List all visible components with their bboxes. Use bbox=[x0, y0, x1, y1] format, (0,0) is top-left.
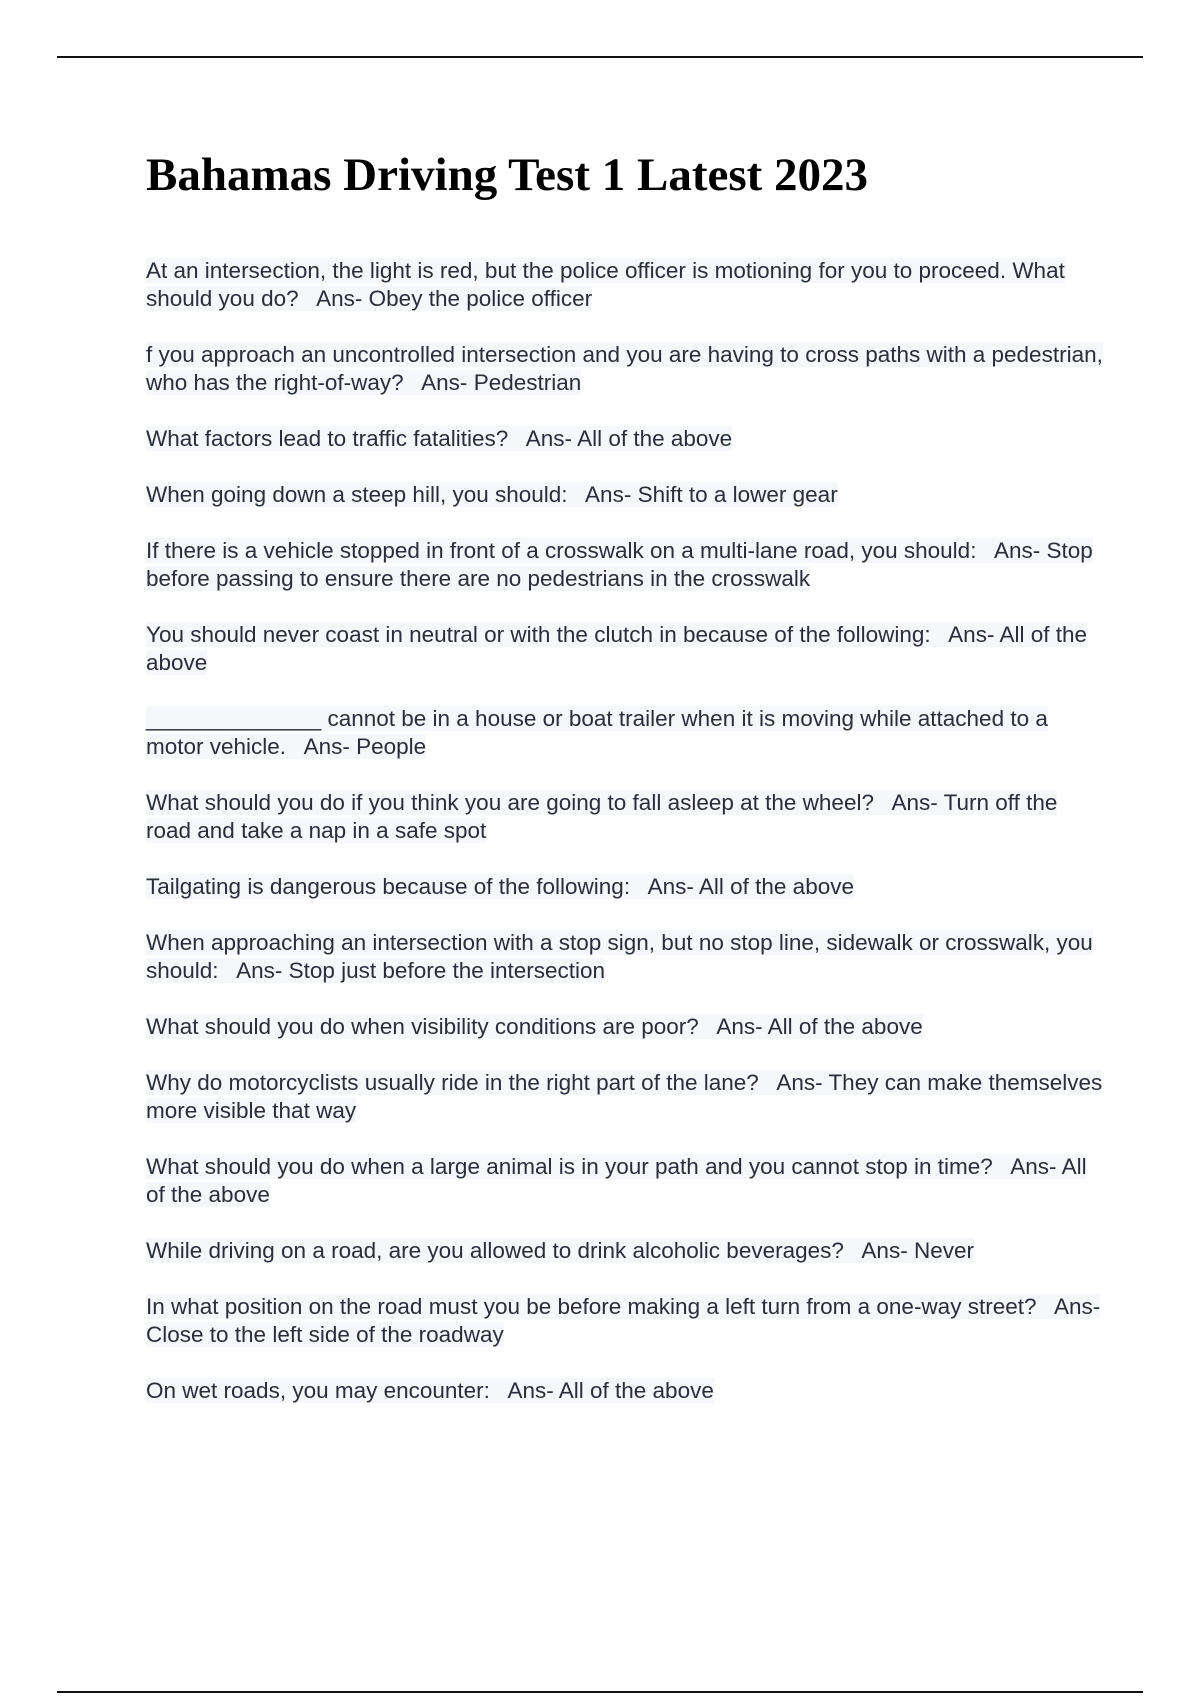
answer-prefix: Ans- bbox=[585, 482, 632, 507]
question-answer-item bbox=[146, 705, 1106, 761]
answer-prefix: Ans- bbox=[1054, 1294, 1101, 1319]
question-answer-item bbox=[146, 1069, 1106, 1125]
question-text: What should you do when a large animal is in your path and you cannot stop in time? bbox=[146, 1154, 993, 1179]
answer-text: They can make themselves more visible that way bbox=[146, 1070, 1103, 1123]
question-text: Tailgating is dangerous because of the following: bbox=[146, 874, 631, 899]
question-text: When approaching an intersection with a stop sign, but no stop line, sidewalk or crosswalk, you should: bbox=[146, 930, 1093, 983]
answer-prefix: Ans- bbox=[236, 958, 283, 983]
question-answer-item bbox=[146, 481, 1106, 509]
answer-prefix: Ans- bbox=[507, 1378, 554, 1403]
question-text: What factors lead to traffic fatalities? bbox=[146, 426, 509, 451]
question-answer-item bbox=[146, 789, 1106, 845]
answer-prefix: Ans- bbox=[421, 370, 468, 395]
question-answer-item bbox=[146, 929, 1106, 985]
question-answer-item bbox=[146, 1013, 1106, 1041]
question-text: You should never coast in neutral or with the clutch in because of the following: bbox=[146, 622, 931, 647]
answer-text: People bbox=[356, 734, 427, 759]
answer-text: All of the above bbox=[146, 1154, 1087, 1207]
question-answer-item bbox=[146, 425, 1106, 453]
answer-text: All of the above bbox=[577, 426, 733, 451]
question-text: If there is a vehicle stopped in front of a crosswalk on a multi-lane road, you should: bbox=[146, 538, 977, 563]
answer-prefix: Ans- bbox=[316, 286, 363, 311]
answer-text: Stop before passing to ensure there are no pedestrians in the crosswalk bbox=[146, 538, 1093, 591]
answer-text: All of the above bbox=[767, 1014, 923, 1039]
question-text: In what position on the road must you be before making a left turn from a one-way street? bbox=[146, 1294, 1037, 1319]
footer-rule bbox=[57, 1691, 1143, 1693]
question-text: What should you do when visibility conditions are poor? bbox=[146, 1014, 699, 1039]
header-rule bbox=[57, 56, 1143, 58]
answer-text: Stop just before the intersection bbox=[288, 958, 606, 983]
question-text: f you approach an uncontrolled intersection and you are having to cross paths with a pedestrian, who has the right-of-way? bbox=[146, 342, 1103, 395]
answer-text: All of the above bbox=[558, 1378, 714, 1403]
answer-prefix: Ans- bbox=[861, 1238, 908, 1263]
question-text: What should you do if you think you are going to fall asleep at the wheel? bbox=[146, 790, 874, 815]
question-text: At an intersection, the light is red, but the police officer is motioning for you to proceed. What should you do? bbox=[146, 258, 1065, 311]
question-answer-item bbox=[146, 341, 1106, 397]
answer-prefix: Ans- bbox=[776, 1070, 823, 1095]
answer-text: Shift to a lower gear bbox=[637, 482, 838, 507]
answer-prefix: Ans- bbox=[525, 426, 573, 451]
answer-prefix: Ans- bbox=[303, 734, 350, 759]
answer-prefix: Ans- bbox=[993, 538, 1041, 563]
document-title: Bahamas Driving Test 1 Latest 2023 bbox=[146, 149, 869, 201]
answer-text: Close to the left side of the roadway bbox=[146, 1322, 504, 1347]
question-answer-item bbox=[146, 1377, 1106, 1405]
answer-text: Pedestrian bbox=[473, 370, 582, 395]
question-text: ______________ cannot be in a house or boat trailer when it is moving while attached to a motor vehicle. bbox=[146, 706, 1048, 759]
question-answer-item bbox=[146, 873, 1106, 901]
question-text: When going down a steep hill, you should: bbox=[146, 482, 568, 507]
answer-text: Never bbox=[913, 1238, 974, 1263]
answer-text: Turn off the road and take a nap in a safe spot bbox=[146, 790, 1058, 843]
question-answer-item bbox=[146, 1293, 1106, 1349]
answer-prefix: Ans- bbox=[1010, 1154, 1057, 1179]
question-text: While driving on a road, are you allowed to drink alcoholic beverages? bbox=[146, 1238, 844, 1263]
question-text: On wet roads, you may encounter: bbox=[146, 1378, 490, 1403]
question-answer-item bbox=[146, 257, 1106, 313]
answer-prefix: Ans- bbox=[891, 790, 938, 815]
answer-prefix: Ans- bbox=[647, 874, 694, 899]
question-list bbox=[146, 257, 1106, 1433]
question-answer-item bbox=[146, 1237, 1106, 1265]
question-answer-item bbox=[146, 537, 1106, 593]
answer-prefix: Ans- bbox=[948, 622, 995, 647]
question-text: Why do motorcyclists usually ride in the right part of the lane? bbox=[146, 1070, 759, 1095]
answer-text: All of the above bbox=[146, 622, 1088, 675]
answer-text: Obey the police officer bbox=[368, 286, 593, 311]
answer-text: All of the above bbox=[698, 874, 854, 899]
answer-prefix: Ans- bbox=[716, 1014, 763, 1039]
question-answer-item bbox=[146, 1153, 1106, 1209]
question-answer-item bbox=[146, 621, 1106, 677]
